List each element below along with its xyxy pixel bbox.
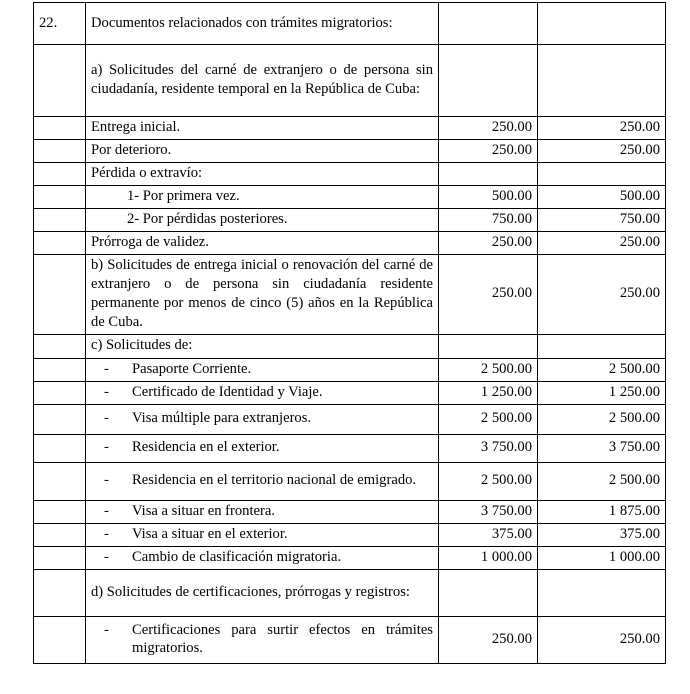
dash-bullet-icon: - xyxy=(104,472,109,489)
row-description-text: Prórroga de validez. xyxy=(91,234,209,250)
row-description-cell xyxy=(86,546,439,569)
dash-list-item xyxy=(91,471,433,490)
price-column-2-cell xyxy=(538,45,666,117)
price-column-1-cell: 250.00 xyxy=(439,117,538,140)
dash-list-item xyxy=(91,360,433,379)
price-column-2-cell xyxy=(538,334,666,358)
table-row xyxy=(34,569,666,616)
price-column-1-cell: 2 500.00 xyxy=(439,358,538,381)
row-description-cell xyxy=(86,381,439,404)
row-description-cell xyxy=(86,462,439,500)
table-row xyxy=(34,140,666,163)
row-description-text: Certificado de Identidad y Viaje. xyxy=(132,383,323,400)
price-column-1-cell xyxy=(439,45,538,117)
price-column-2-cell: 250.00 xyxy=(538,254,666,334)
dash-bullet-icon: - xyxy=(104,383,109,400)
price-column-1-cell: 1 250.00 xyxy=(439,381,538,404)
table-row xyxy=(34,45,666,117)
row-number-cell xyxy=(34,462,86,500)
row-description-cell xyxy=(86,358,439,381)
numbered-list-item: 2- Por pérdidas posteriores. xyxy=(127,211,288,228)
row-description-cell xyxy=(86,404,439,434)
price-column-1-cell: 250.00 xyxy=(439,616,538,663)
price-column-2-cell: 250.00 xyxy=(538,232,666,255)
row-description-cell xyxy=(86,117,439,140)
price-column-1-cell: 250.00 xyxy=(439,140,538,163)
table-row xyxy=(34,358,666,381)
row-number-cell xyxy=(34,117,86,140)
table-row xyxy=(34,254,666,334)
dash-bullet-icon: - xyxy=(104,439,109,456)
row-description-text: Residencia en el territorio nacional de emigrado. xyxy=(132,472,417,489)
price-column-1-cell: 1 000.00 xyxy=(439,546,538,569)
price-column-2-cell: 2 500.00 xyxy=(538,358,666,381)
row-number-cell xyxy=(34,232,86,255)
row-description-cell xyxy=(86,3,439,45)
price-column-1-cell: 3 750.00 xyxy=(439,434,538,462)
price-column-1-cell xyxy=(439,334,538,358)
row-description-text: Visa múltiple para extranjeros. xyxy=(132,410,312,427)
row-number-cell xyxy=(34,140,86,163)
table-row xyxy=(34,334,666,358)
price-column-1-cell: 2 500.00 xyxy=(439,462,538,500)
dash-bullet-icon: - xyxy=(104,548,109,565)
dash-list-item xyxy=(91,383,433,402)
row-description-cell xyxy=(86,523,439,546)
price-column-1-cell: 3 750.00 xyxy=(439,500,538,523)
row-description-text: c) Solicitudes de: xyxy=(91,337,193,354)
row-description-text: d) Solicitudes de certificaciones, prórrogas y registros: xyxy=(91,583,410,600)
row-description-text: Residencia en el exterior. xyxy=(132,439,280,456)
price-column-2-cell: 3 750.00 xyxy=(538,434,666,462)
row-number-cell xyxy=(34,186,86,209)
row-description-text: Visa a situar en el exterior. xyxy=(132,525,288,542)
price-column-2-cell: 250.00 xyxy=(538,616,666,663)
dash-list-item xyxy=(91,525,433,544)
dash-bullet-icon: - xyxy=(104,360,109,377)
dash-list-item xyxy=(91,438,433,457)
price-column-2-cell: 2 500.00 xyxy=(538,404,666,434)
numbered-list-item: 1- Por primera vez. xyxy=(127,188,240,205)
row-number-cell xyxy=(34,45,86,117)
price-column-2-cell: 1 250.00 xyxy=(538,381,666,404)
dash-list-item xyxy=(91,621,433,659)
row-description-text: Documentos relacionados con trámites migratorios: xyxy=(91,14,393,31)
dash-bullet-icon: - xyxy=(104,410,109,427)
row-description-text: Por deterioro. xyxy=(91,142,172,159)
table-row xyxy=(34,616,666,663)
row-number-cell xyxy=(34,616,86,663)
row-description-cell xyxy=(86,209,439,232)
row-number-cell xyxy=(34,381,86,404)
price-column-2-cell: 250.00 xyxy=(538,140,666,163)
dash-list-item xyxy=(91,548,433,567)
row-description-text: Pasaporte Corriente. xyxy=(132,360,252,377)
price-column-1-cell xyxy=(439,569,538,616)
row-number-cell xyxy=(34,546,86,569)
row-description-cell xyxy=(86,232,439,255)
row-number-cell xyxy=(34,358,86,381)
row-description-cell xyxy=(86,45,439,117)
table-row xyxy=(34,3,666,45)
price-column-2-cell: 375.00 xyxy=(538,523,666,546)
price-column-2-cell xyxy=(538,569,666,616)
row-description-text: Cambio de clasificación migratoria. xyxy=(132,548,342,565)
table-row xyxy=(34,523,666,546)
row-description-text: b) Solicitudes de entrega inicial o renovación del carné de extranjero o de persona sin ciudadanía residente permanente por menos de cinco (5) años en la República de Cuba. xyxy=(91,257,433,330)
row-number-cell xyxy=(34,404,86,434)
price-column-2-cell: 250.00 xyxy=(538,117,666,140)
row-number-cell xyxy=(34,500,86,523)
table-row xyxy=(34,117,666,140)
row-description-cell xyxy=(86,434,439,462)
price-column-1-cell: 750.00 xyxy=(439,209,538,232)
price-column-1-cell xyxy=(439,3,538,45)
table-row xyxy=(34,186,666,209)
row-description-cell xyxy=(86,254,439,334)
price-column-2-cell: 750.00 xyxy=(538,209,666,232)
table-row xyxy=(34,209,666,232)
row-description-text: Entrega inicial. xyxy=(91,119,181,136)
table-row xyxy=(34,404,666,434)
price-column-1-cell: 250.00 xyxy=(439,254,538,334)
row-description-text: Visa a situar en frontera. xyxy=(132,502,275,519)
row-description-cell xyxy=(86,616,439,663)
price-column-1-cell: 500.00 xyxy=(439,186,538,209)
dash-list-item xyxy=(91,409,433,428)
table-row xyxy=(34,232,666,255)
row-number-cell xyxy=(34,163,86,186)
table-row xyxy=(34,500,666,523)
row-description-cell xyxy=(86,186,439,209)
row-description-text: a) Solicitudes del carné de extranjero o de persona sin ciudadanía, residente temporal en la República de Cuba: xyxy=(91,62,433,97)
row-description-cell xyxy=(86,569,439,616)
table-row xyxy=(34,163,666,186)
fee-schedule-table xyxy=(33,2,666,664)
price-column-2-cell: 500.00 xyxy=(538,186,666,209)
dash-bullet-icon: - xyxy=(104,502,109,519)
table-row xyxy=(34,462,666,500)
row-description-cell xyxy=(86,334,439,358)
price-column-1-cell: 250.00 xyxy=(439,232,538,255)
row-description-cell xyxy=(86,140,439,163)
row-number-cell xyxy=(34,523,86,546)
row-number-cell xyxy=(34,334,86,358)
price-column-1-cell xyxy=(439,163,538,186)
row-number-cell xyxy=(34,254,86,334)
price-column-2-cell: 2 500.00 xyxy=(538,462,666,500)
row-description-cell xyxy=(86,500,439,523)
row-number-cell xyxy=(34,569,86,616)
price-column-2-cell xyxy=(538,3,666,45)
table-row xyxy=(34,381,666,404)
table-body xyxy=(34,3,666,664)
price-column-1-cell: 375.00 xyxy=(439,523,538,546)
dash-bullet-icon: - xyxy=(104,621,109,638)
row-description-text: Certificaciones para surtir efectos en trámites migratorios. xyxy=(132,621,433,657)
table-row xyxy=(34,546,666,569)
price-column-2-cell xyxy=(538,163,666,186)
price-column-1-cell: 2 500.00 xyxy=(439,404,538,434)
row-number-cell: 22. xyxy=(34,3,86,45)
price-column-2-cell: 1 000.00 xyxy=(538,546,666,569)
price-column-2-cell: 1 875.00 xyxy=(538,500,666,523)
dash-bullet-icon: - xyxy=(104,525,109,542)
row-description-cell xyxy=(86,163,439,186)
row-description-text: Pérdida o extravío: xyxy=(91,165,203,182)
dash-list-item xyxy=(91,502,433,521)
row-number-cell xyxy=(34,434,86,462)
table-row xyxy=(34,434,666,462)
row-number-cell xyxy=(34,209,86,232)
